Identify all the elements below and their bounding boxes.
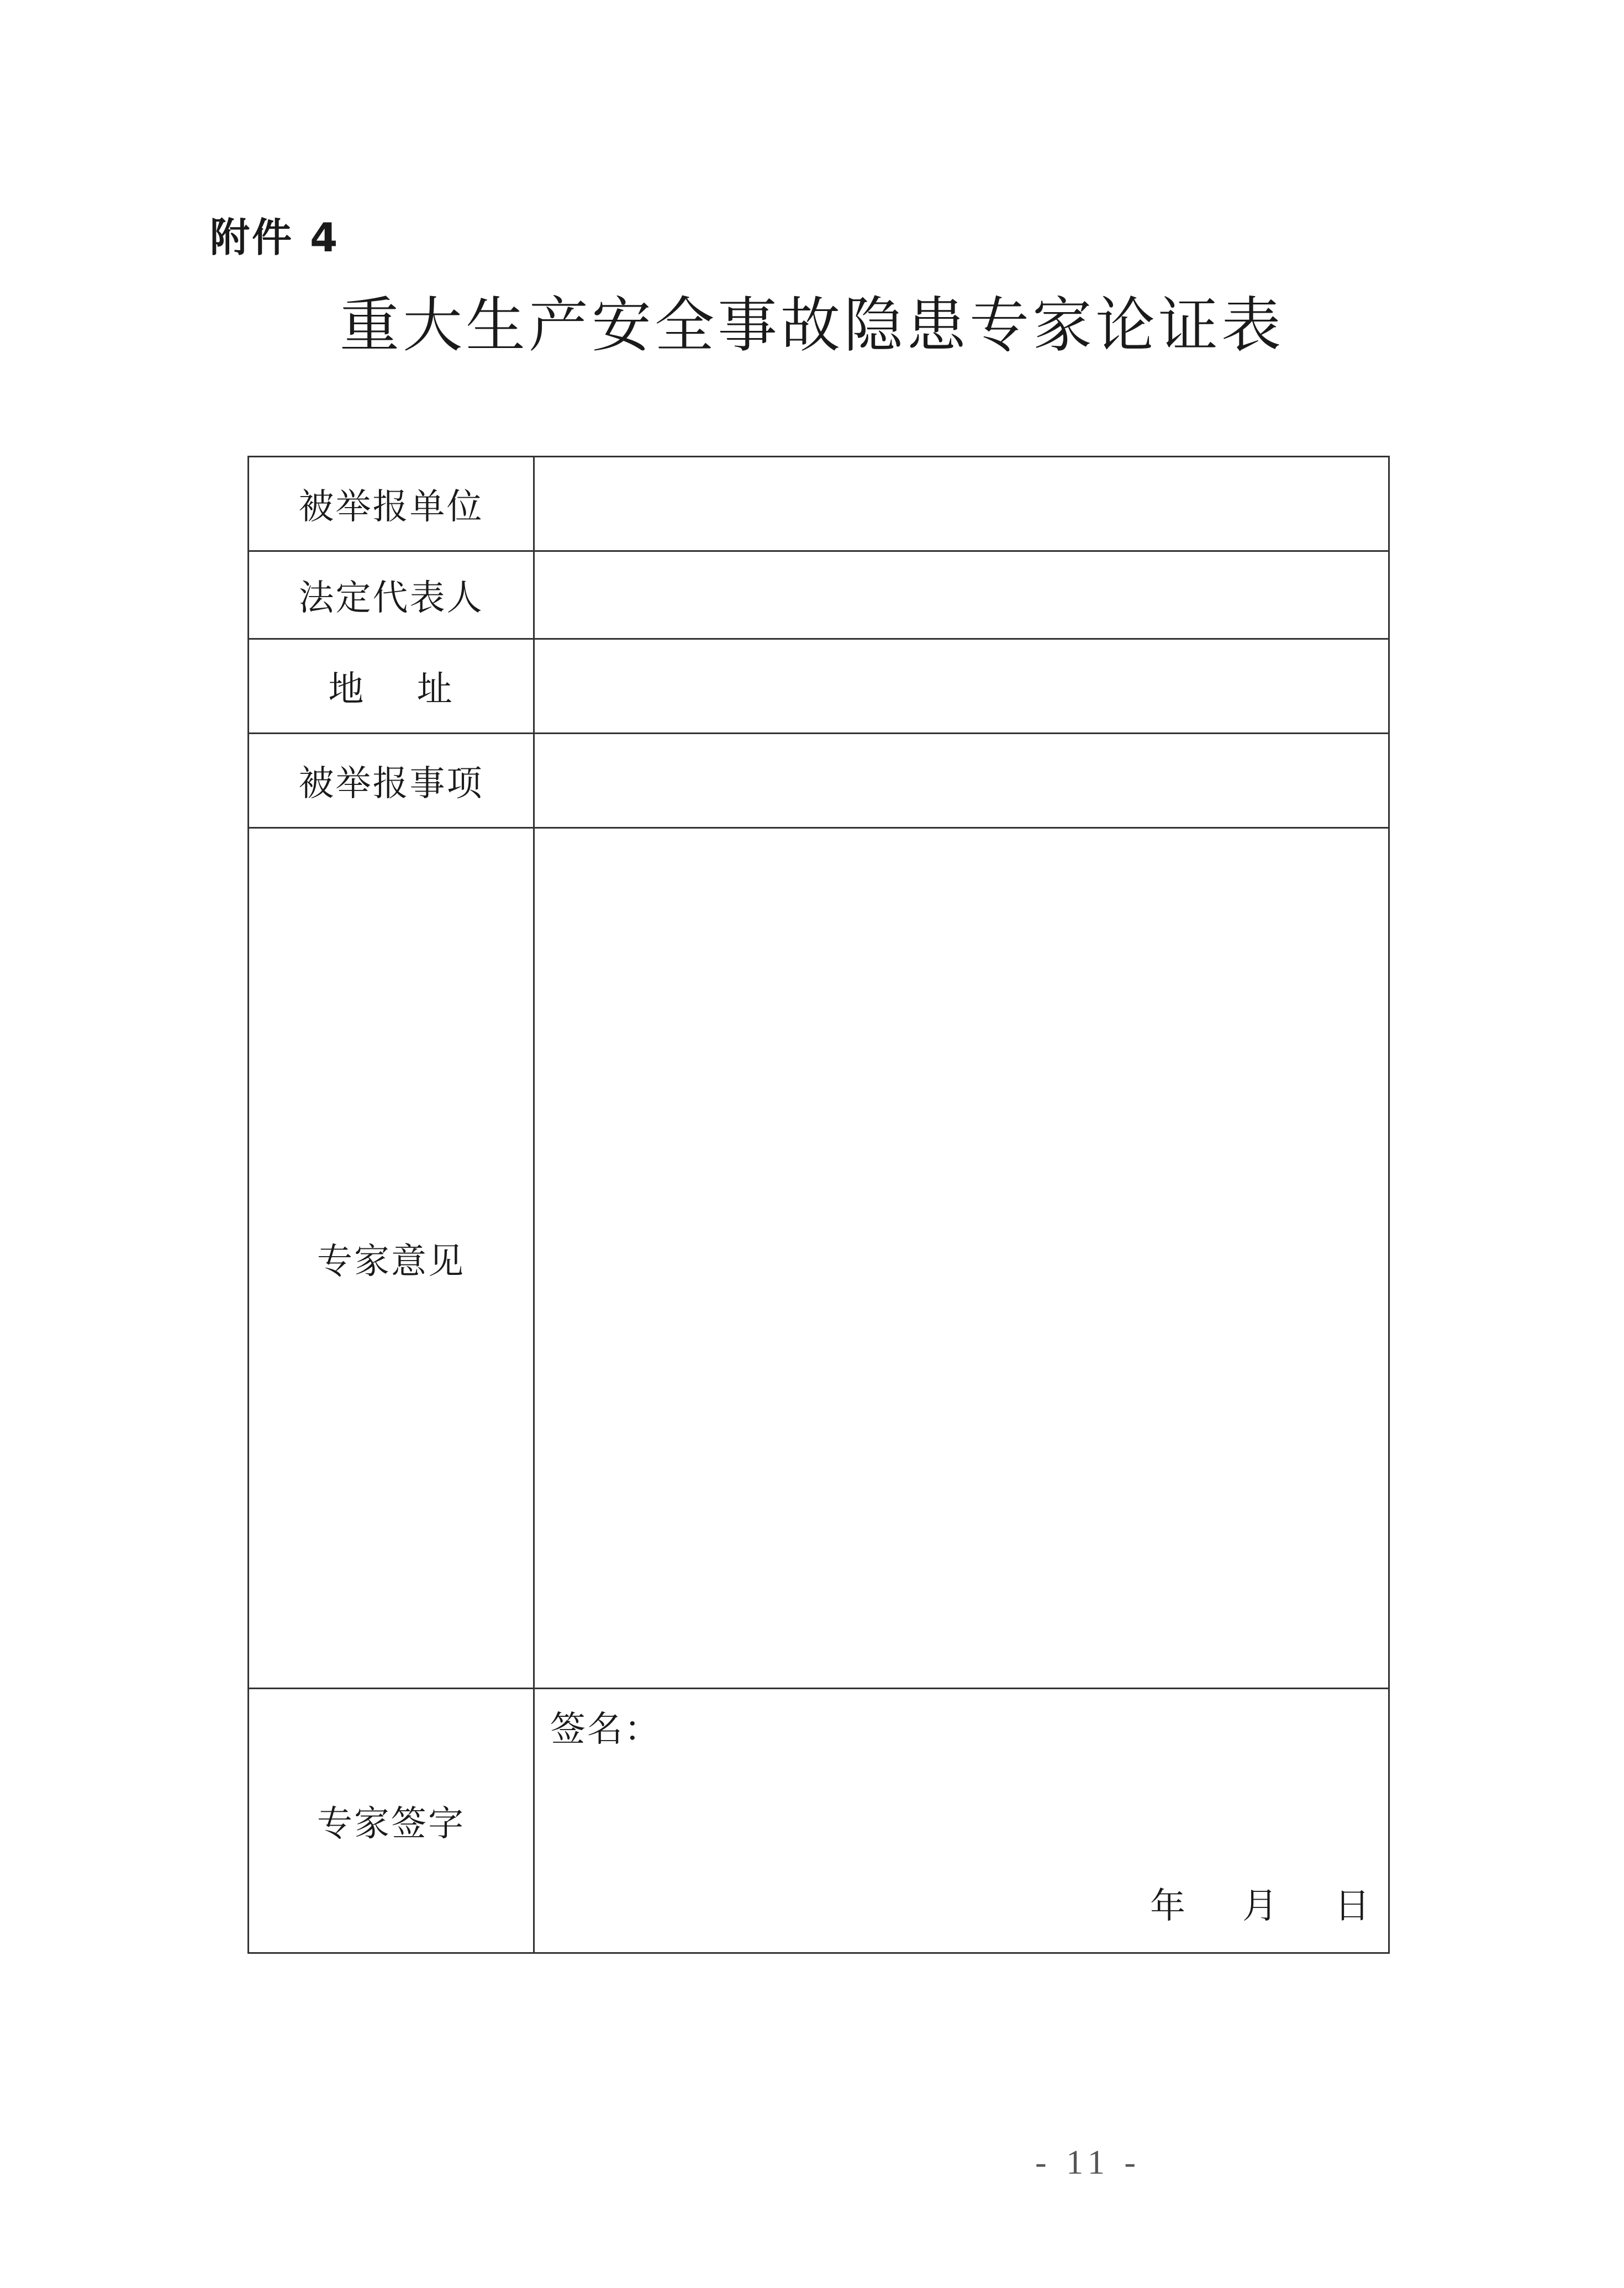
page-number: - 11 - (1035, 2144, 1141, 2181)
form-row-reported-matter (249, 734, 1389, 828)
sign-name-label: 签名： (550, 1709, 661, 1750)
date-day-label: 日 (1335, 1886, 1372, 1927)
expert-signature-field[interactable] (534, 1689, 1389, 1953)
legal-representative-field[interactable] (534, 551, 1389, 639)
expert-signature-label: 专家签字 (249, 1689, 534, 1953)
expert-opinion-field[interactable] (534, 828, 1389, 1689)
address-label: 地 址 (249, 639, 534, 734)
expert-review-form (247, 456, 1390, 1954)
form-row-expert-signature (249, 1689, 1389, 1953)
expert-opinion-label: 专家意见 (249, 828, 534, 1689)
date-month-label: 月 (1242, 1886, 1279, 1927)
signature-area (535, 1689, 1388, 1952)
signature-date (1150, 1881, 1372, 1931)
reported-unit-label: 被举报单位 (249, 457, 534, 551)
reported-unit-field[interactable] (534, 457, 1389, 551)
reported-matter-label: 被举报事项 (249, 734, 534, 828)
date-year-label: 年 (1150, 1886, 1187, 1927)
address-field[interactable] (534, 639, 1389, 734)
form-row-reported-unit (249, 457, 1389, 551)
form-row-expert-opinion (249, 828, 1389, 1689)
attachment-label: 附件 4 (210, 214, 340, 261)
legal-representative-label: 法定代表人 (249, 551, 534, 639)
form-row-address (249, 639, 1389, 734)
reported-matter-field[interactable] (534, 734, 1389, 828)
form-row-legal-representative (249, 551, 1389, 639)
page-title: 重大生产安全事故隐患专家论证表 (339, 291, 1284, 360)
